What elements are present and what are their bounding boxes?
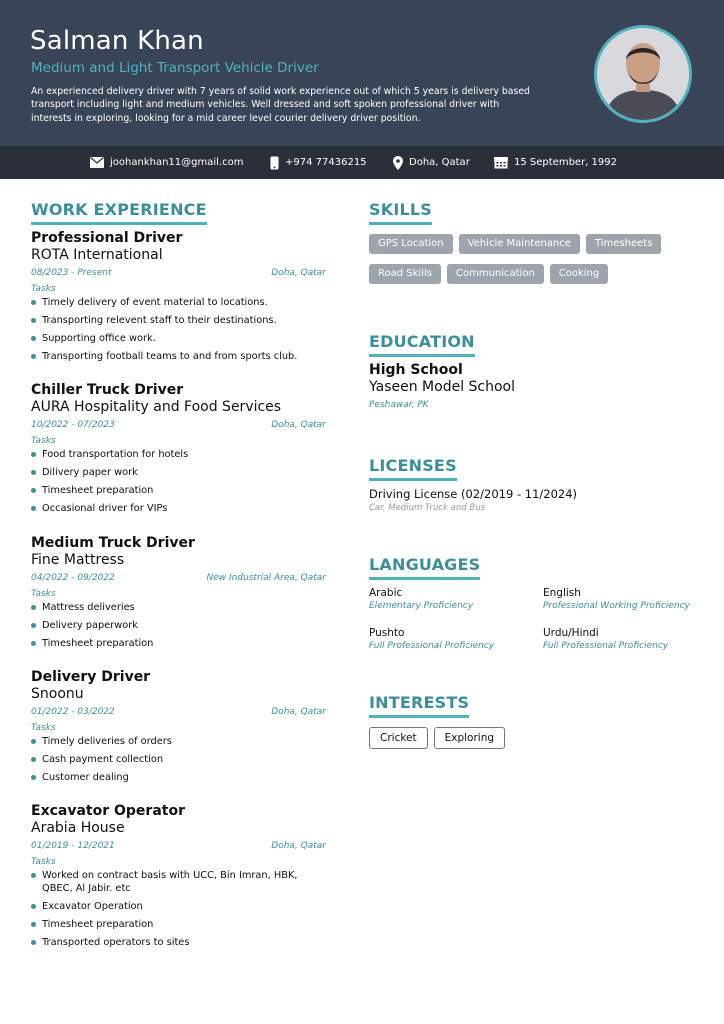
job-meta [31, 839, 326, 855]
contact-location [393, 146, 470, 179]
skill-tag: Timesheets [586, 234, 661, 254]
job-title: Medium Truck Driver [31, 535, 195, 551]
skill-tag: GPS Location [369, 234, 453, 254]
license-description: Car, Medium Truck and Bus [369, 503, 486, 513]
job-dates: 08/2023 - Present [31, 268, 112, 278]
job-location: New Industrial Area, Qatar [206, 573, 326, 583]
language-item [369, 626, 539, 653]
candidate-role: Medium and Light Transport Vehicle Driver [31, 60, 319, 76]
education-heading: EDUCATION [369, 332, 475, 357]
profile-photo [594, 25, 692, 123]
job-meta [31, 266, 326, 282]
interest-tag: Cricket [369, 727, 428, 749]
task-item: Supporting office work. [31, 332, 326, 345]
language-name: Pushto [369, 627, 405, 639]
task-list [31, 448, 326, 515]
contact-email [90, 146, 243, 179]
tasks-label: Tasks [31, 857, 56, 867]
skill-tag: Cooking [550, 264, 608, 284]
email-icon [90, 157, 104, 168]
job-entry [31, 803, 326, 954]
task-item: Cash payment collection [31, 753, 326, 766]
education-school: Yaseen Model School [369, 379, 516, 395]
licenses-heading: LICENSES [369, 456, 457, 481]
language-item [543, 586, 713, 613]
languages-heading: LANGUAGES [369, 555, 480, 580]
phone-text: +974 77436215 [285, 157, 367, 168]
task-item: Timesheet preparation [31, 637, 326, 650]
tasks-label: Tasks [31, 589, 56, 599]
profile-summary: An experienced delivery driver with 7 years of solid work experience out of which 5 years is delivery based transport including light and medium vehicles. Well dressed and soft spoken professional driver with interests in exploring, looking for a mid career level courier delivery driver position. [31, 86, 530, 124]
candidate-name: Salman Khan [30, 26, 204, 56]
language-name: Arabic [369, 587, 403, 599]
task-item: Timesheet preparation [31, 484, 326, 497]
job-company: Fine Mattress [31, 552, 125, 568]
job-location: Doha, Qatar [271, 707, 326, 717]
calendar-icon [494, 156, 508, 169]
skills-list [369, 234, 689, 284]
task-item: Excavator Operation [31, 900, 326, 913]
job-dates: 01/2019 - 12/2021 [31, 841, 115, 851]
language-level: Elementary Proficiency [369, 601, 474, 611]
task-item: Dilivery paper work [31, 466, 326, 479]
task-item: Transporting relevent staff to their destinations. [31, 314, 326, 327]
job-company: Snoonu [31, 686, 84, 702]
job-dates: 04/2022 - 09/2022 [31, 573, 115, 583]
task-list [31, 735, 326, 784]
language-level: Full Professional Proficiency [543, 641, 669, 651]
tasks-label: Tasks [31, 723, 56, 733]
task-item: Customer dealing [31, 771, 326, 784]
birthdate-text: 15 September, 1992 [514, 157, 617, 168]
skills-heading: SKILLS [369, 200, 432, 225]
task-item: Timely deliveries of orders [31, 735, 326, 748]
task-list [31, 601, 326, 650]
language-item [369, 586, 539, 613]
contact-birthdate [494, 146, 617, 179]
skill-tag: Vehicle Maintenance [459, 234, 580, 254]
tasks-label: Tasks [31, 436, 56, 446]
skill-tag: Communication [447, 264, 544, 284]
education-location: Peshawar, PK [369, 400, 429, 410]
task-item: Transporting football teams to and from sports club. [31, 350, 326, 363]
skill-tag: Road Skills [369, 264, 441, 284]
contact-phone [270, 146, 367, 179]
job-company: ROTA International [31, 247, 163, 263]
job-location: Doha, Qatar [271, 841, 326, 851]
interests-heading: INTERESTS [369, 693, 469, 718]
job-company: AURA Hospitality and Food Services [31, 399, 282, 415]
work-experience-heading: WORK EXPERIENCE [31, 200, 207, 225]
job-dates: 10/2022 - 07/2023 [31, 420, 115, 430]
task-item: Mattress deliveries [31, 601, 326, 614]
task-item: Occasional driver for VIPs [31, 502, 326, 515]
task-item: Timely delivery of event material to locations. [31, 296, 326, 309]
email-text: joohankhan11@gmail.com [110, 157, 244, 168]
tasks-label: Tasks [31, 284, 56, 294]
phone-icon [270, 156, 279, 170]
job-title: Excavator Operator [31, 803, 185, 819]
person-avatar-icon [597, 28, 689, 120]
education-degree: High School [369, 362, 463, 378]
language-level: Professional Working Proficiency [543, 601, 690, 611]
task-item: Transported operators to sites [31, 936, 326, 949]
language-name: Urdu/Hindi [543, 627, 599, 639]
task-item: Worked on contract basis with UCC, Bin Imran, HBK, QBEC, Al Jabir. etc [31, 869, 326, 895]
license-name: Driving License (02/2019 - 11/2024) [369, 487, 578, 501]
task-item: Food transportation for hotels [31, 448, 326, 461]
task-item: Delivery paperwork [31, 619, 326, 632]
task-list [31, 869, 326, 949]
language-name: English [543, 587, 581, 599]
job-company: Arabia House [31, 820, 125, 836]
job-meta [31, 571, 326, 587]
job-dates: 01/2022 - 03/2022 [31, 707, 115, 717]
interest-tag: Exploring [434, 727, 505, 749]
job-entry [31, 382, 326, 520]
resume-header [0, 0, 724, 146]
task-list [31, 296, 326, 363]
language-item [543, 626, 713, 653]
job-entry [31, 669, 326, 789]
job-location: Doha, Qatar [271, 420, 326, 430]
contact-bar [0, 146, 724, 179]
job-title: Delivery Driver [31, 669, 151, 685]
location-text: Doha, Qatar [409, 157, 470, 168]
task-item: Timesheet preparation [31, 918, 326, 931]
job-entry [31, 230, 326, 368]
job-meta [31, 705, 326, 721]
job-entry [31, 535, 326, 655]
job-title: Professional Driver [31, 230, 183, 246]
job-title: Chiller Truck Driver [31, 382, 184, 398]
interests-list [369, 727, 505, 749]
language-level: Full Professional Proficiency [369, 641, 495, 651]
job-location: Doha, Qatar [271, 268, 326, 278]
location-pin-icon [393, 156, 403, 170]
job-meta [31, 418, 326, 434]
